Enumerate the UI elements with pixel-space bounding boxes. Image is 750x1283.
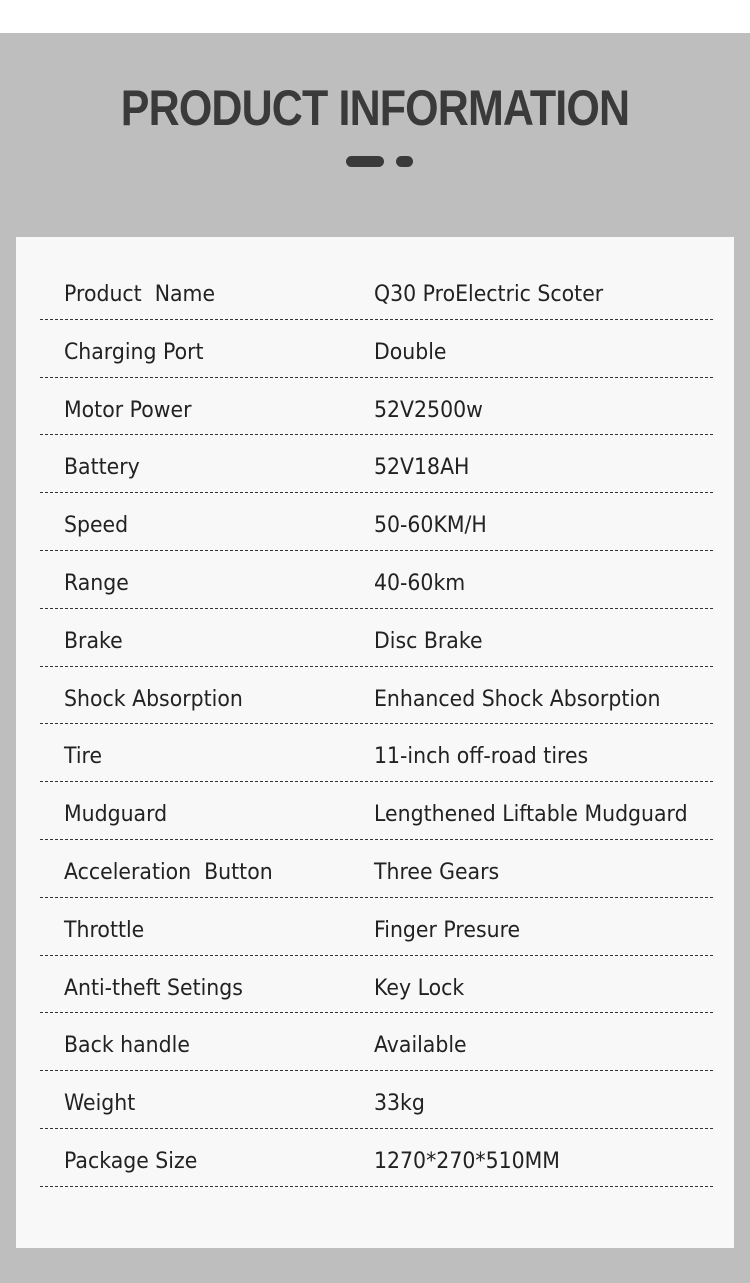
- spec-value: Three Gears: [374, 859, 500, 885]
- spec-row-motor-power: [40, 378, 713, 436]
- spec-row-package-size: [40, 1129, 713, 1187]
- spec-row-throttle: [40, 898, 713, 956]
- spec-row-mudguard: [40, 782, 713, 840]
- spec-value: 40-60km: [374, 570, 466, 596]
- spec-value: Finger Presure: [374, 917, 521, 943]
- spec-value: 33kg: [374, 1091, 425, 1117]
- spec-label: Product Name: [64, 282, 216, 307]
- spec-label: Charging Port: [64, 339, 204, 365]
- spec-value: 50-60KM/H: [374, 513, 487, 539]
- spec-value: Disc Brake: [374, 628, 483, 654]
- spec-label: Shock Absorption: [64, 686, 243, 712]
- spec-label: Motor Power: [64, 397, 192, 423]
- spec-row-range: [40, 551, 713, 609]
- spec-value: Key Lock: [374, 975, 465, 1001]
- spec-row-weight: [40, 1071, 713, 1129]
- title-decoration-short: [396, 156, 413, 167]
- spec-row-back-handle: [40, 1013, 713, 1071]
- spec-label: Back handle: [64, 1033, 190, 1059]
- spec-row-shock-absorption: [40, 667, 713, 725]
- spec-label: Acceleration Button: [64, 859, 273, 885]
- spec-row-speed: [40, 493, 713, 551]
- spec-value: Lengthened Liftable Mudguard: [374, 802, 688, 828]
- spec-value: 11-inch off-road tires: [374, 744, 589, 770]
- page-title: PRODUCT INFORMATION: [120, 80, 630, 136]
- spec-label: Range: [64, 570, 129, 596]
- spec-label: Anti-theft Setings: [64, 975, 243, 1001]
- spec-row-tire: [40, 724, 713, 782]
- spec-value: 52V2500w: [374, 397, 483, 423]
- spec-label: Battery: [64, 455, 140, 481]
- spec-label: Speed: [64, 513, 129, 539]
- spec-table: [40, 262, 713, 1187]
- spec-label: Package Size: [64, 1148, 198, 1174]
- spec-label: Mudguard: [64, 802, 168, 828]
- spec-row-charging-port: [40, 320, 713, 378]
- spec-label: Weight: [64, 1091, 136, 1117]
- spec-row-battery: [40, 435, 713, 493]
- spec-row-product-name: [40, 262, 713, 320]
- spec-label: Tire: [64, 744, 103, 770]
- spec-value: 1270*270*510MM: [374, 1148, 560, 1174]
- spec-value: Double: [374, 339, 447, 365]
- spec-label: Throttle: [64, 917, 145, 943]
- title-decoration-long: [346, 156, 384, 167]
- spec-value: Available: [374, 1033, 467, 1059]
- spec-value: Enhanced Shock Absorption: [374, 686, 661, 712]
- spec-value: Q30 ProElectric Scoter: [374, 282, 604, 307]
- spec-value: 52V18AH: [374, 455, 470, 481]
- spec-row-acceleration-button: [40, 840, 713, 898]
- spec-row-brake: [40, 609, 713, 667]
- spec-label: Brake: [64, 628, 123, 654]
- spec-row-anti-theft: [40, 956, 713, 1014]
